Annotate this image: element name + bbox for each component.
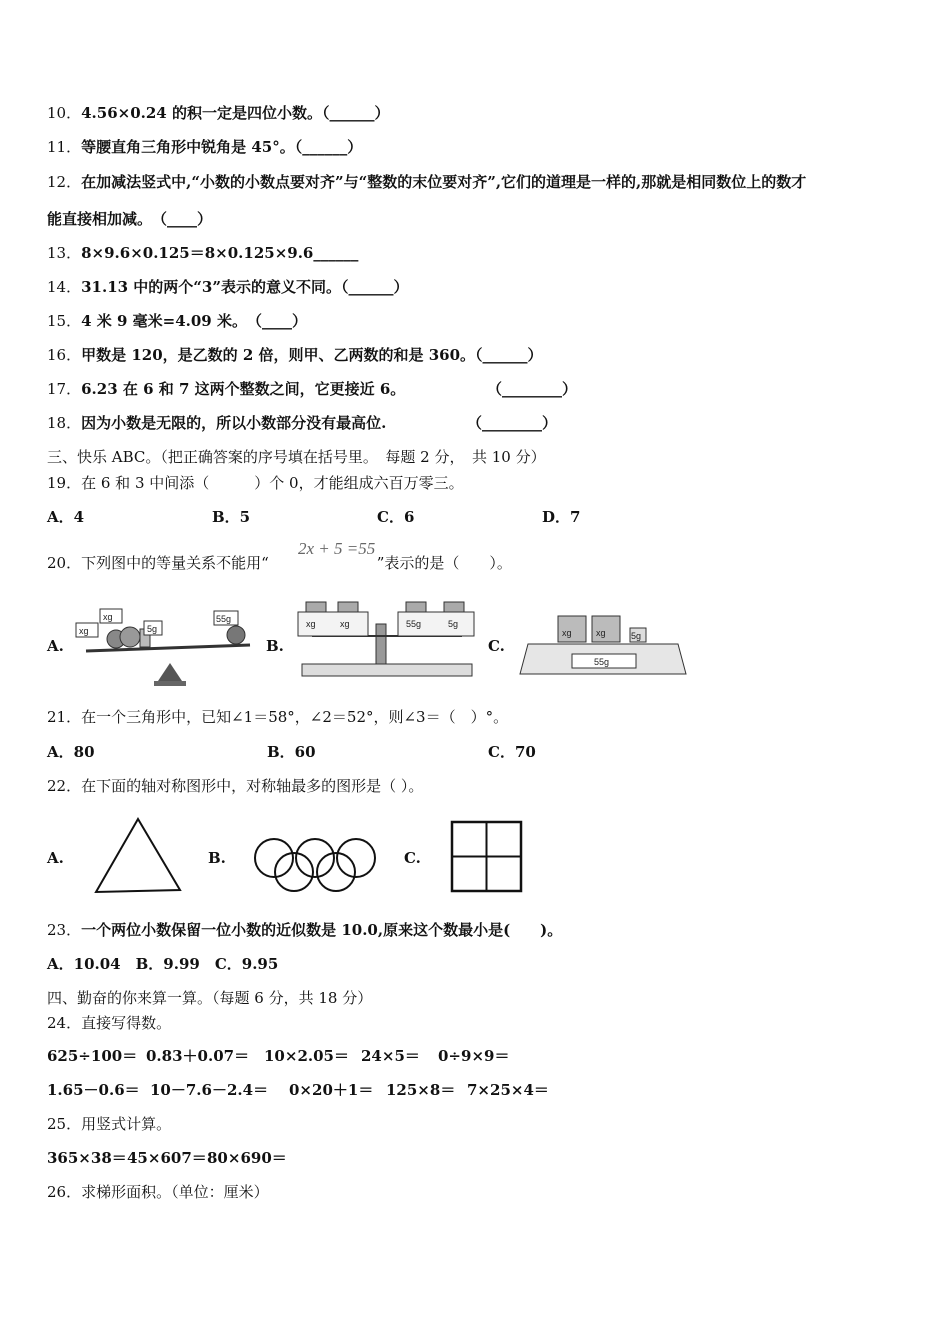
question-15: 15．4 米 9 毫米=4.09 米。 （____） [47,312,307,330]
q21-option-a[interactable]: A．80 [47,743,95,761]
square-grid-figure [450,820,524,894]
q19-option-d[interactable]: D．7 [542,508,581,526]
question-12-cont: 能直接相加减。 （____） [47,210,213,228]
pan-balance-figure [292,600,482,682]
question-13: 13．8×9.6×0.125＝8×0.125×9.6______ [47,244,359,262]
question-17-blank[interactable]: （________） [487,380,578,398]
q21-option-b[interactable]: B．60 [267,743,316,761]
q19-option-a[interactable]: A．4 [47,508,85,526]
scale-figure [518,604,688,678]
question-12: 12．在加减法竖式中,“小数的小数点要对齐”与“整数的末位要对齐”,它们的道理是一样的,那就是相同数位上的数才 [47,173,807,191]
label-xg: xg [79,626,89,636]
question-11: 11．等腰直角三角形中锐角是 45°。（______） [47,138,363,156]
question-24: 24．直接写得数。 [47,1014,172,1032]
question-26: 26．求梯形面积。（单位：厘米） [47,1183,269,1201]
section-3-heading: 三、快乐 ABC。（把正确答案的序号填在括号里。 每题 2 分， 共 10 分） [47,448,546,466]
calc-item: 0×20＋1＝ [289,1081,374,1099]
label-xg: xg [103,612,113,622]
calc-item: 0÷9×9＝ [438,1047,510,1065]
calc-item: 80×690＝ [207,1149,287,1167]
question-18: 18．因为小数是无限的，所以小数部分没有最高位. [47,414,387,432]
q22-option-a[interactable]: A. [47,849,64,867]
q20-option-c[interactable]: C. [488,637,505,655]
question-16: 16．甲数是 120，是乙数的 2 倍，则甲、乙两数的和是 360。（______） [47,346,543,364]
calc-item: 1.65－0.6＝ [47,1081,140,1099]
label-xg: xg [596,628,606,638]
q19-option-b[interactable]: B．5 [212,508,251,526]
q23-options[interactable]: A．10.04 B．9.99 C．9.95 [47,955,279,973]
q20-option-b[interactable]: B. [266,637,284,655]
q22-option-c[interactable]: C. [404,849,421,867]
calc-item: 125×8＝ [386,1081,456,1099]
calc-item: 10×2.05＝ [264,1047,349,1065]
calc-item: 10－7.6－2.4＝ [150,1081,269,1099]
label-5g: 5g [631,631,642,641]
label-55g: 55g [594,657,610,667]
calc-item: 7×25×4＝ [467,1081,549,1099]
label-5g: 5g [448,619,459,629]
q22-option-b[interactable]: B. [208,849,226,867]
question-19: 19．在 6 和 3 中间添（ ）个 0，才能组成六百万零三。 [47,474,464,492]
question-23: 23．一个两位小数保留一位小数的近似数是 10.0,原来这个数最小是( )。 [47,921,563,939]
question-18-blank[interactable]: （________） [467,414,558,432]
label-xg: xg [562,628,572,638]
calc-item: 0.83＋0.07＝ [146,1047,250,1065]
olympic-rings-figure [252,832,380,896]
q19-option-c[interactable]: C．6 [377,508,415,526]
question-17: 17．6.23 在 6 和 7 这两个整数之间，它更接近 6。 [47,380,406,398]
label-55g: 55g [406,619,422,629]
question-10: 10．4.56×0.24 的积一定是四位小数。（______） [47,104,390,122]
label-5g: 5g [147,624,158,634]
calc-item: 625÷100＝ [47,1047,138,1065]
calc-item: 45×607＝ [127,1149,207,1167]
question-25: 25．用竖式计算。 [47,1115,172,1133]
q21-option-c[interactable]: C．70 [488,743,536,761]
question-20: 20．下列图中的等量关系不能用“ ”表示的是（ ）。 [47,554,512,572]
label-xg: xg [340,619,350,629]
triangle-figure [92,816,184,896]
question-22: 22．在下面的轴对称图形中，对称轴最多的图形是（ ）。 [47,777,424,795]
calc-item: 365×38＝ [47,1149,127,1167]
section-4-heading: 四、勤奋的你来算一算。（每题 6 分，共 18 分） [47,989,373,1007]
equation-formula: 2x + 5 =55 [298,539,376,558]
calc-item: 24×5＝ [361,1047,420,1065]
question-21: 21．在一个三角形中，已知∠1＝58°，∠2＝52°，则∠3＝（ ）°。 [47,708,509,726]
q20-option-a[interactable]: A. [47,637,64,655]
label-55g: 55g [216,614,232,624]
question-14: 14．31.13 中的两个“3”表示的意义不同。（______） [47,278,409,296]
label-xg: xg [306,619,316,629]
seesaw-figure [70,603,270,691]
